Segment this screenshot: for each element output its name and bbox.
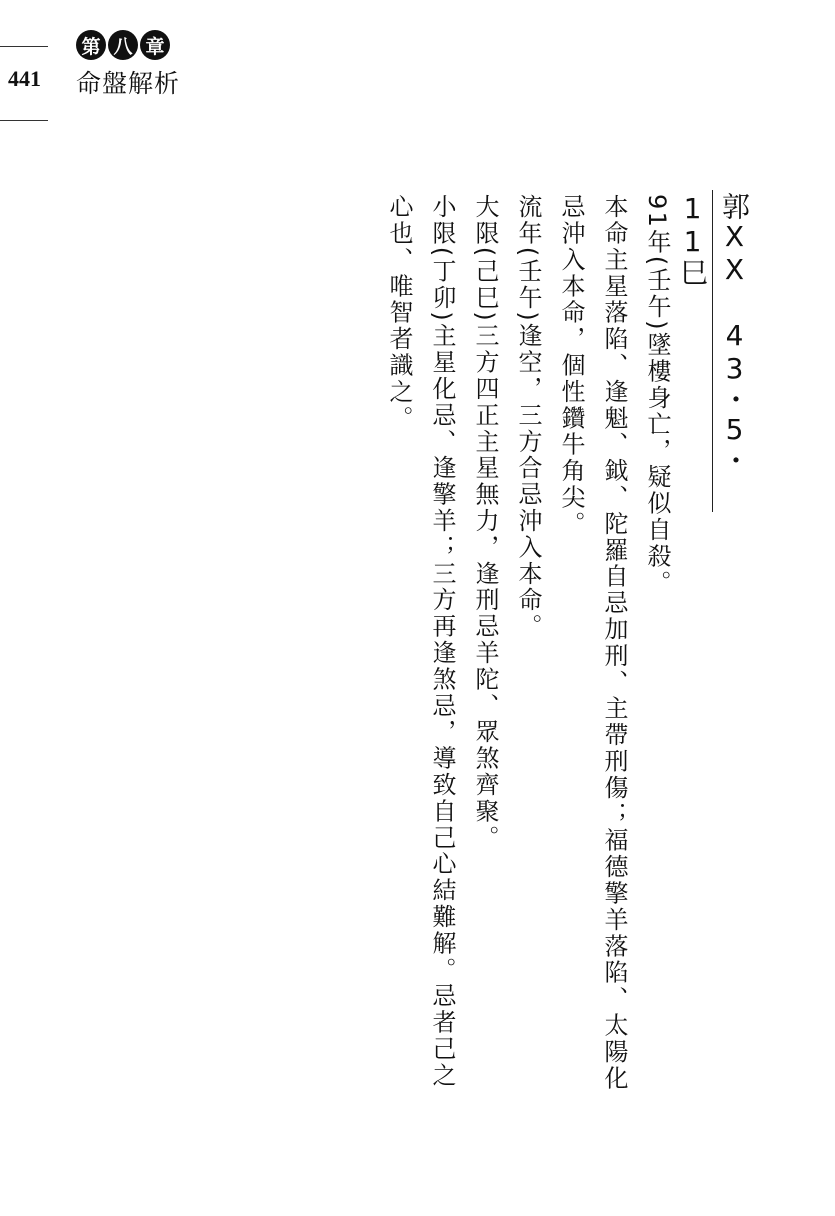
chapter-char: 八 bbox=[108, 30, 138, 60]
chapter-badge bbox=[76, 30, 170, 60]
chapter-char: 章 bbox=[140, 30, 170, 60]
header-rule-bottom bbox=[0, 120, 48, 121]
case-paragraph: 本命主星落陷、逢魁、鉞、陀羅自忌加刑、主帶刑傷；福德擎羊落陷、太陽化忌沖入本命，個性鑽牛角尖。 bbox=[557, 194, 628, 1092]
header-rule-top bbox=[0, 46, 48, 47]
section-title: 命盤解析 bbox=[76, 69, 181, 98]
case-paragraph: 91年(壬午)墜樓身亡，疑似自殺。 bbox=[643, 194, 671, 597]
case-body bbox=[385, 194, 678, 1094]
case-paragraph: 小限(丁卯)主星化忌、逢擎羊；三方再逢煞忌，導致自己心結難解。忌者己之心也、唯智者識之。 bbox=[385, 194, 456, 1089]
chapter-char: 第 bbox=[76, 30, 106, 60]
case-paragraph: 大限(己巳)三方四正主星無力，逢刑忌羊陀、眾煞齊聚。 bbox=[471, 194, 499, 852]
page-number: 441 bbox=[8, 66, 41, 91]
case-paragraph: 流年(壬午)逢空，三方合忌沖入本命。 bbox=[514, 194, 542, 640]
case-heading: 郭XX 43・5・11巳 bbox=[712, 190, 755, 512]
